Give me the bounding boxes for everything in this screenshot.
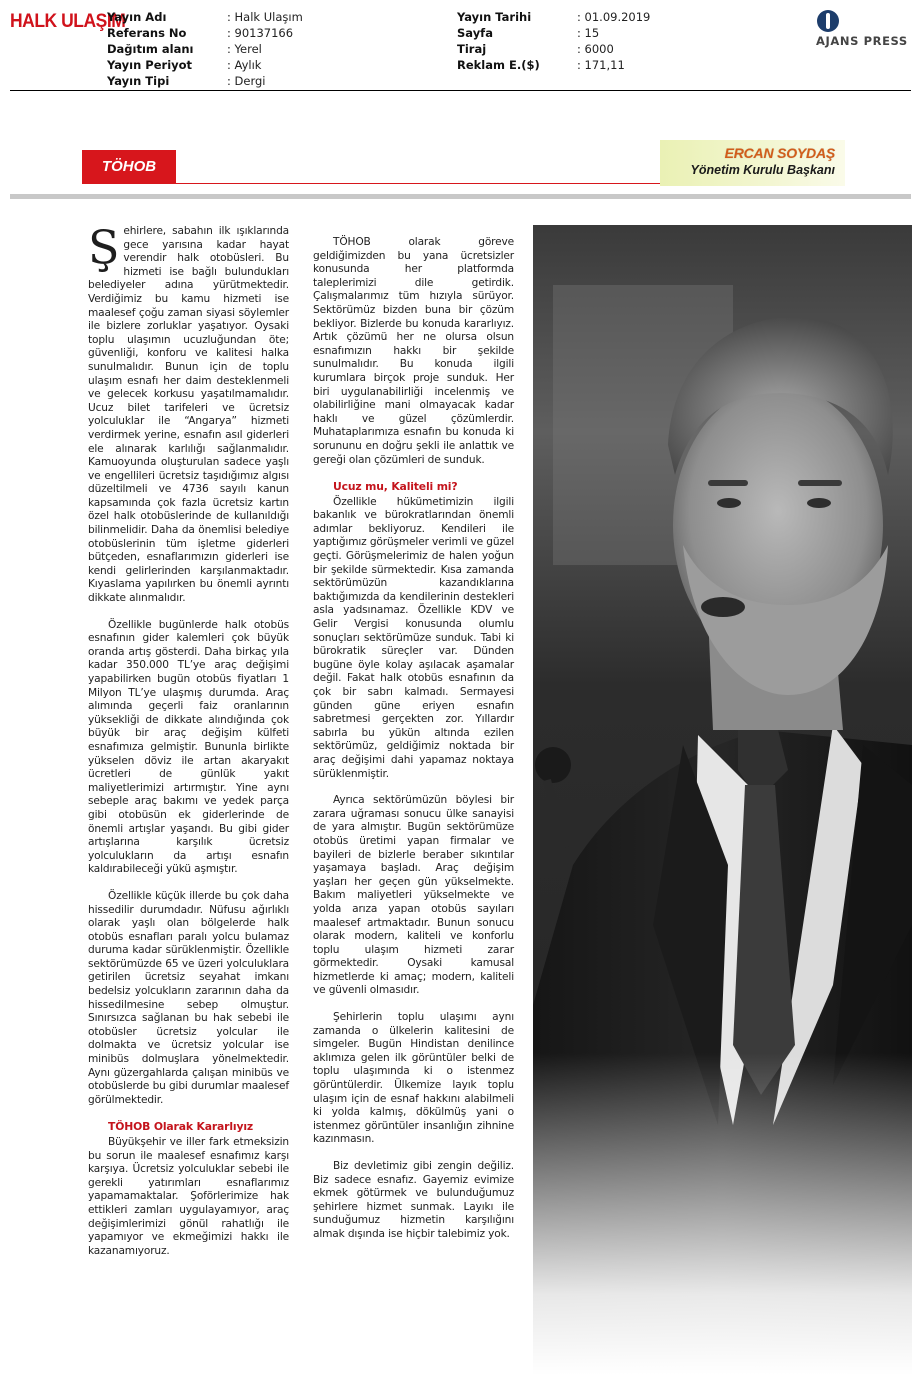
subheading: Ucuz mu, Kaliteli mi?: [333, 480, 458, 494]
meta-value: : Aylık: [227, 58, 262, 72]
meta-row: [457, 41, 650, 57]
meta-value: : 01.09.2019: [577, 10, 651, 24]
paragraph-text: ehirlere, sabahın ilk ışıklarında gece yarısına kadar hayat verendir halk otobüsleri. Bu hizmeti ise bağlı bulundukları belediyeler adına yürütmektedir. Verdiğimiz bu kamu hizmeti ise maalesef çoğu zaman siyasi söylemler ile bizlere zorluklar yaşatıyor. Oysaki toplu ulaşımın ucuzluğundan öte; güvenliği, konforu ve kalitesi halka sunulmalıdır. Bunun için de toplu ulaşım esnafı her daim desteklenmeli ve gelecek korkusu yaşatılmamalıdır. Ucuz bilet tarifeleri ve ücretsiz yolculuklar ile “Angarya” hizmeti verdirmek yerine, esnafın asıl giderleri ele alınarak karlılığı sağlanmalıdır. Kamuoyunda oluşturulan sadece yaşlı ve engellileri ücretsiz taşıdığımız algısı düzeltilmeli ve 4736 sayılı kanun kapsamında çok fazla ücretsiz kartın özel halk otobüslerinde de kullanıldığı bilinmelidir. Daha da önemlisi belediye otobüslerinin tüm işletme giderleri bütçeden, esnaflarımızın giderleri ise kendi gelirlerinden karşılanmaktadır. Kıyaslama yapılırken bu önemli ayrıntı dikkate alınmalıdır.: [88, 225, 289, 605]
article-paragraph: Özellikle hükümetimizin ilgili bakanlık ve bürokratlarından önemli adımlar bekliyoruz. Kendileri ile yaptığımız görüşmeler verimli ve güzel geçti. Görüşmelerimiz de halen yoğun bir şekilde sürmektedir. Kısa zamanda sektörümüzün kazandıklarına baktığımızda da kendilerinin destekleri asla yadsınamaz. Özellikle KDV ve Gelir Vergisi konusunda olumlu sonuçları sektörümüze sunduk. Tabi ki bürokratik süreçler var. Dünden bugüne öyle kolay aşılacak aşamalar değil. Fakat halk otobüs esnafının da çok bir sabrı kalmadı. Sermayesi günden güne eriyen esnafın sabretmesi gerçekten zor. Yıllardır sabırla bu yükün altında ezilen sektörümüz, geldiğimiz noktada bir araç değişimi dahi yapamaz noktaya sürüklenmiştir.: [313, 495, 514, 780]
meta-key: Sayfa: [457, 26, 493, 40]
article-paragraph: Büyükşehir ve iller fark etmeksizin bu sorun ile maalesef esnafımız karşı karşıya. Ücretsiz yolculuklar sebebi ile gerekli yatırımları esnaflarımız yapamamaktalar. Şoförlerimize hak ettikleri zamları uygulayamıyor, araç değişimlerimizi gönül rahatlığı ile yapamıyor ve ekmeğimizi hakkı ile kazanamıyoruz.: [88, 1136, 289, 1257]
meta-key: Yayın Periyot: [107, 58, 193, 72]
page-divider: [10, 194, 911, 199]
meta-value: : Halk Ulaşım: [227, 10, 303, 24]
meta-key: Reklam E.($): [457, 58, 540, 72]
author-role: Yönetim Kurulu Başkanı: [690, 163, 835, 177]
meta-key: Yayın Tarihi: [457, 10, 532, 24]
section-band: [82, 150, 176, 184]
clipping-header: [0, 0, 920, 92]
agency-logo: [812, 10, 912, 50]
meta-key: Dağıtım alanı: [107, 42, 194, 56]
article-paragraph: Özellikle bugünlerde halk otobüs esnafının gider kalemleri çok büyük oranda artış gösterdi. Daha birkaç yıla kadar 350.000 TL’ye araç değişimi yapabilirken bugün otobüs fiyatları 1 Milyon TL’ye ulaşmış durumda. Araç alımında geçerli faiz oranlarının yüksekliği de dikkate alındığında çok büyük bir araç değişim külfeti esnafımıza gelmiştir. Bununla birlikte yükselen döviz ile artan akaryakıt ücretleri de günlük yakıt maliyetlerimizi artırmıştır. Yine aynı sebeple araç bakımı ve yedek parça gibi otobüsün ek giderlerinde de önemli artışlar yaşandı. Bu gibi gider artışlarına karşılık ücretsiz yolculukların da artışı esnafın kaldırabileceği yükü aşmıştır.: [88, 618, 289, 876]
author-photo: [533, 225, 912, 1375]
meta-row: [457, 9, 650, 25]
meta-row: [107, 41, 303, 57]
meta-key: Yayın Tipi: [107, 74, 170, 88]
article-paragraph: Özellikle küçük illerde bu çok daha hissedilir durumdadır. Nüfusu ağırlıklı olarak yaşlı olan bölgelerde halk otobüs esnafları paralı yolcu bulamaz duruma kadar sürüklenmiştir. Özellikle sektörümüzde 65 ve üzeri yolculuklara getirilen ücretsiz seyahat imkanı bedelsiz yolcukların zararının daha da hissedilmesine sebep olmuştur. Sınırsızca sağlanan bu hak sebebi ile otobüsler ücretsiz yolcular ile dolmakta ve ücretsiz yolcular ise minibüs dolmuşlara yönelmektedir. Aynı güzergahlarda çalışan minibüs ve otobüslerde bu gibi durumlar maalesef görülmektedir.: [88, 889, 289, 1106]
dropcap: Ş: [88, 220, 120, 274]
article-paragraph: Biz devletimiz gibi zengin değiliz. Biz sadece esnafız. Gayemiz evimize ekmek götürmek ve bulunduğumuz şehirlere hizmet sunmak. Layıkı ile sunduğumuz hizmetin karşılığını almak dışında ise hiçbir talebimiz yok.: [313, 1160, 514, 1240]
meta-value: : Dergi: [227, 74, 266, 88]
meta-row: [107, 9, 303, 25]
meta-row: [457, 25, 650, 41]
author-name: ERCAN SOYDAŞ: [724, 145, 835, 161]
article-paragraph: Ayrıca sektörümüzün böylesi bir zarara uğraması sonucu ülke sanayisi de yara almıştır. Bugün sektörümüze otobüs üretimi yapan firmalar ve bayileri de bizlerle beraber sıkıntılar yaşamaya başladı. Araç değişim yaşları her geçen gün yükselmekte. Bakım maliyetleri yükselmekte ve yolda arıza yapan otobüs sayıları maalesef artmaktadır. Bunun sonucu olarak modern, kaliteli ve konforlu toplu ulaşım hizmeti zarar görmektedir. Oysaki kamusal hizmetlerde ki amaç; modern, kaliteli ve güvenli olmasıdır.: [313, 794, 514, 997]
article-column-2: [313, 236, 514, 1255]
meta-key: Referans No: [107, 26, 187, 40]
article-paragraph: Şehirlerin toplu ulaşımı aynı zamanda o ülkelerin kalitesini de simgeler. Bugün Hindistan denilince aklımıza gelen ilk görüntüler belki de toplu ulaşımında ki o istenmez görüntülerdir. Ülkemize layık toplu ulaşım için de esnaf hakkını alabilmeli ki yolda kalmış, dökülmüş yani o istenmez görüntüler insanlığın zihnine kazınmasın.: [313, 1011, 514, 1146]
meta-value: : Yerel: [227, 42, 262, 56]
subheading: TÖHOB Olarak Kararlıyız: [108, 1120, 254, 1134]
article-paragraph: [88, 220, 289, 606]
ajans-press-logo-icon: [817, 10, 839, 32]
meta-row: [107, 57, 303, 73]
article-paragraph: TÖHOB olarak göreve geldiğimizden bu yana ücretsizler konusunda her platformda taleplerimizi dile getirdik. Çalışmalarımız tüm hızıyla sürüyor. Sektörümüz bizden buna bir çözüm bekliyor. Bizlerde bu konuda kararlıyız. Artık çözümü her ne olursa olsun esnafımızın hakkı bir şekilde sunulmalıdır. Bu konuda ilgili kurumlara birçok proje sunduk. Her biri uygulanabilirliği incelenmiş ve olabilirliğine mani olmayacak kadar haklı ve güzel çözümlerdir. Muhataplarımıza esnafın bu konuda ki sorununu en doğru şekli ile anlattık ve gereği olan çözümleri de sunduk.: [313, 236, 514, 466]
publication-logo: HALK ULAŞIM: [10, 11, 126, 32]
meta-row: [107, 73, 303, 89]
portrait-illustration: [533, 225, 912, 1375]
section-label: TÖHOB: [101, 158, 157, 175]
meta-key: Yayın Adı: [107, 10, 167, 24]
clipping-meta-right: [457, 9, 650, 73]
meta-row: [107, 25, 303, 41]
header-divider: [10, 90, 911, 91]
article-column-1: [88, 220, 289, 1271]
agency-name: AJANS PRESS: [816, 34, 908, 48]
meta-key: Tiraj: [457, 42, 487, 56]
meta-value: : 90137166: [227, 26, 294, 40]
meta-value: : 6000: [577, 42, 614, 56]
author-box: [660, 140, 845, 186]
meta-value: : 171,11: [577, 58, 625, 72]
clipping-meta-left: [107, 9, 303, 89]
meta-value: : 15: [577, 26, 600, 40]
meta-row: [457, 57, 650, 73]
section-underline: [176, 183, 660, 184]
